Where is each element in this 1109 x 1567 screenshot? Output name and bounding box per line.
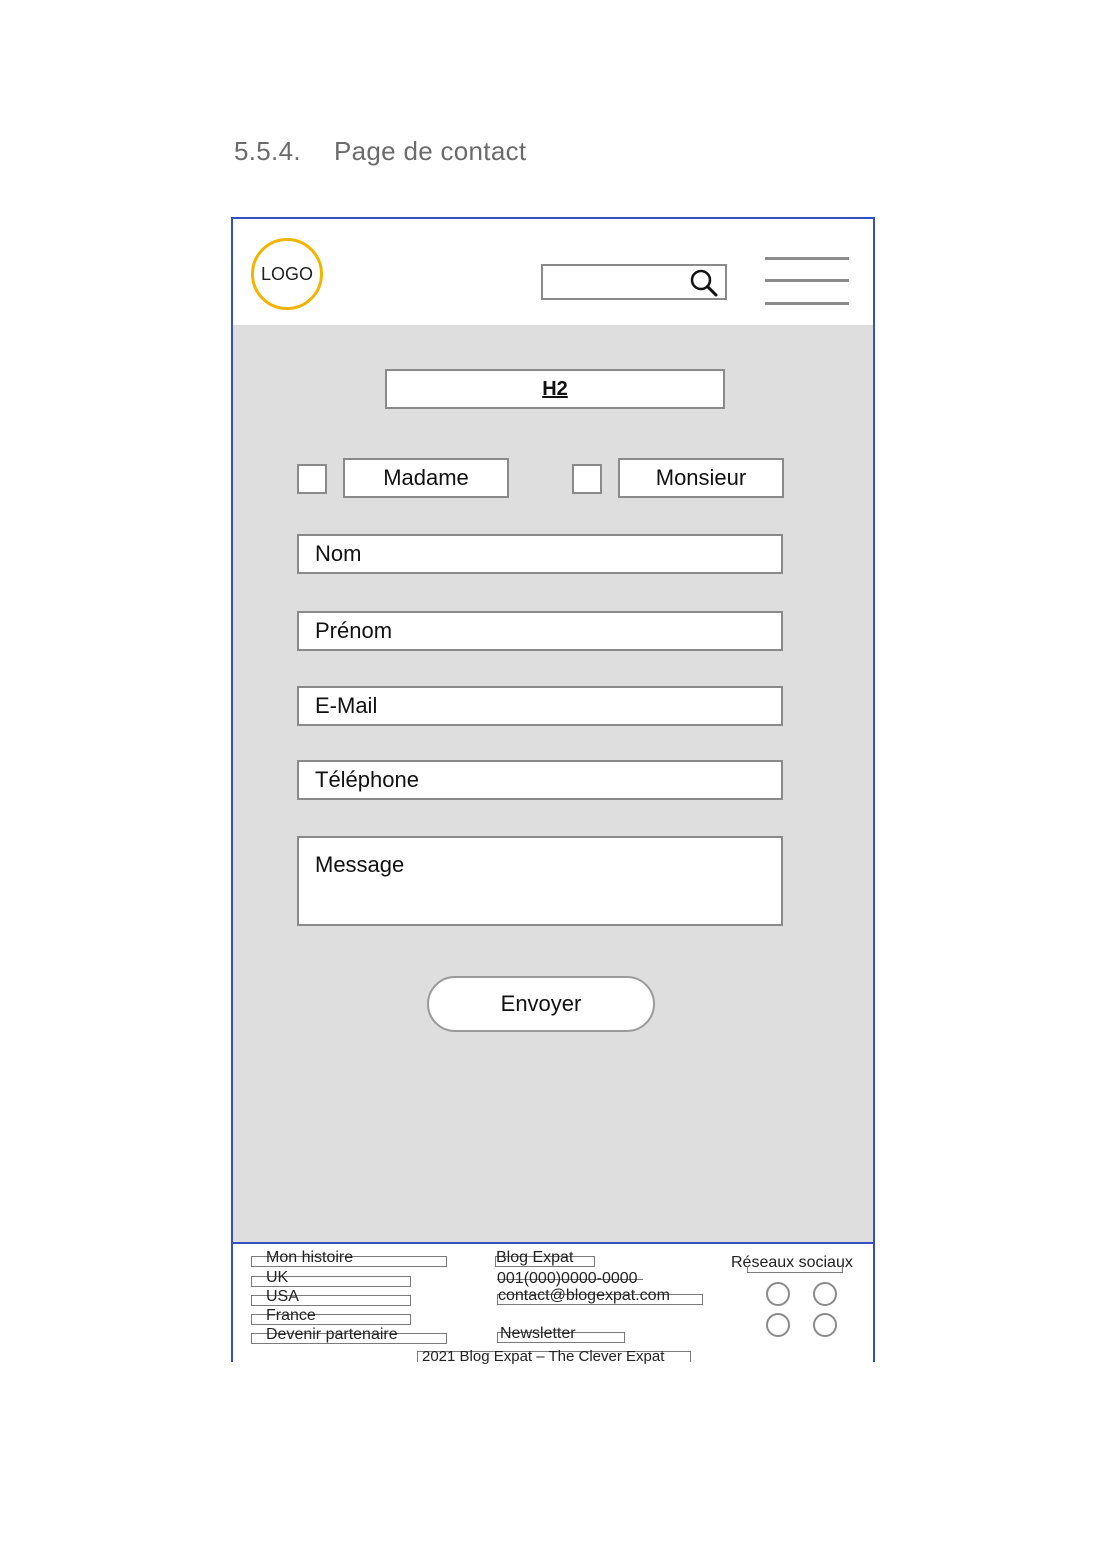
monsieur-label[interactable]: Monsieur [618, 458, 784, 498]
page-heading: H2 [385, 369, 725, 409]
menu-line [765, 302, 849, 305]
contact-form-area [233, 325, 873, 1242]
footer-link-usa[interactable]: USA [251, 1295, 411, 1306]
footer-link-uk[interactable]: UK [251, 1276, 411, 1287]
madame-label[interactable]: Madame [343, 458, 509, 498]
copyright: 2021 Blog Expat – The Clever Expat [417, 1351, 691, 1362]
footer-link-devenir-partenaire[interactable]: Devenir partenaire [251, 1333, 447, 1344]
footer-newsletter-link[interactable]: Newsletter [497, 1332, 625, 1343]
site-footer [233, 1242, 873, 1365]
section-number: 5.5.4. [234, 136, 301, 166]
email-field[interactable]: E-Mail [297, 686, 783, 726]
wireframe-frame [231, 217, 875, 1365]
menu-line [765, 279, 849, 282]
section-title: Page de contact [334, 136, 527, 166]
footer-email-link[interactable]: contact@blogexpat.com [497, 1294, 703, 1305]
footer-phone: 001(000)0000-0000 [497, 1279, 643, 1290]
message-field[interactable]: Message [297, 836, 783, 926]
footer-link-france[interactable]: France [251, 1314, 411, 1325]
nom-field[interactable]: Nom [297, 534, 783, 574]
hamburger-menu-icon[interactable] [765, 257, 849, 305]
social-icon[interactable] [813, 1313, 837, 1337]
madame-checkbox[interactable] [297, 464, 327, 494]
social-title-underline [747, 1266, 843, 1273]
monsieur-checkbox[interactable] [572, 464, 602, 494]
social-title: Réseaux sociaux [731, 1254, 853, 1271]
telephone-field[interactable]: Téléphone [297, 760, 783, 800]
section-heading [234, 136, 526, 167]
footer-brand[interactable]: Blog Expat [495, 1256, 595, 1267]
search-icon[interactable] [689, 268, 719, 298]
send-button[interactable]: Envoyer [427, 976, 655, 1032]
footer-link-mon-histoire[interactable]: Mon histoire [251, 1256, 447, 1267]
social-icon[interactable] [813, 1282, 837, 1306]
social-icon[interactable] [766, 1282, 790, 1306]
site-header [233, 219, 873, 327]
prenom-field[interactable]: Prénom [297, 611, 783, 651]
menu-line [765, 257, 849, 260]
search-input[interactable] [541, 264, 727, 300]
social-icon[interactable] [766, 1313, 790, 1337]
logo[interactable]: LOGO [251, 238, 323, 310]
